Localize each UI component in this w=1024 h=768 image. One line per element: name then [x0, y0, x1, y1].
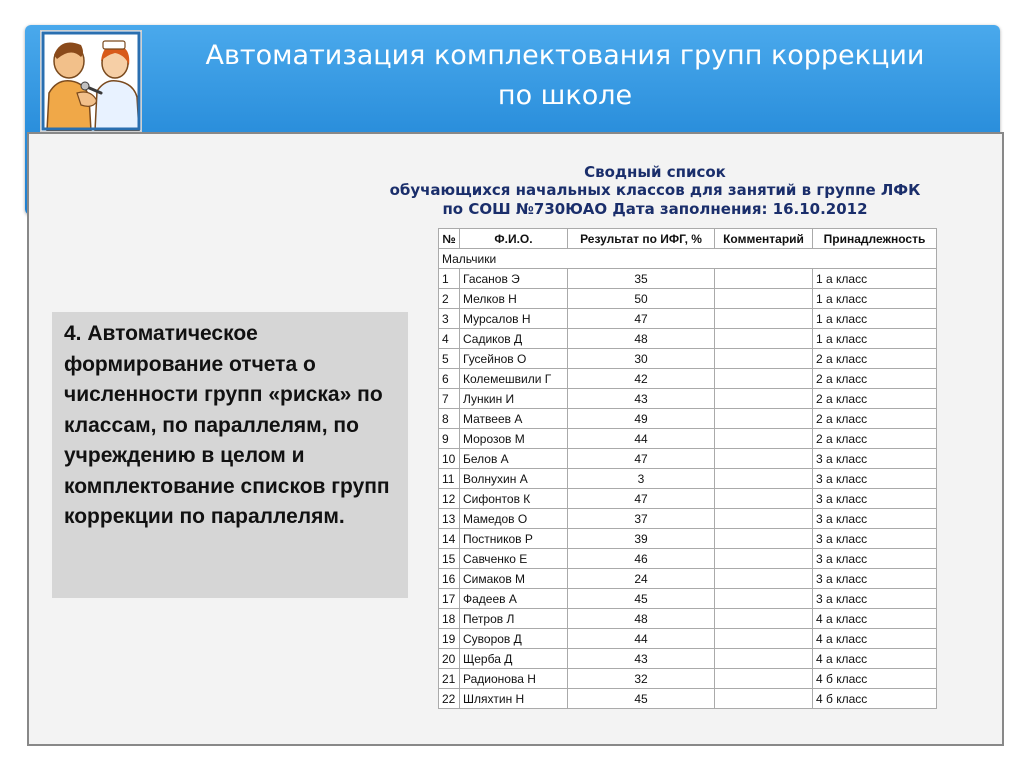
cell-comment	[715, 609, 813, 629]
cell-comment	[715, 429, 813, 449]
cell-number: 19	[439, 629, 460, 649]
cell-comment	[715, 629, 813, 649]
report-heading-line-1: Сводный список	[584, 163, 726, 181]
cell-number: 4	[439, 329, 460, 349]
table-row	[439, 469, 937, 489]
cell-comment	[715, 489, 813, 509]
cell-result: 50	[568, 289, 715, 309]
table-row	[439, 549, 937, 569]
cell-class: 1 а класс	[813, 329, 937, 349]
cell-name: Постников Р	[460, 529, 568, 549]
cell-class: 3 а класс	[813, 509, 937, 529]
cell-comment	[715, 269, 813, 289]
cell-number: 9	[439, 429, 460, 449]
cell-comment	[715, 529, 813, 549]
col-header-name: Ф.И.О.	[460, 229, 568, 249]
cell-number: 20	[439, 649, 460, 669]
cell-class: 3 а класс	[813, 589, 937, 609]
cell-class: 4 а класс	[813, 609, 937, 629]
title-line-2: по школе	[497, 80, 633, 111]
table-row	[439, 569, 937, 589]
cell-result: 24	[568, 569, 715, 589]
table-row	[439, 689, 937, 709]
cell-name: Садиков Д	[460, 329, 568, 349]
cell-comment	[715, 569, 813, 589]
cell-name: Суворов Д	[460, 629, 568, 649]
table-row	[439, 389, 937, 409]
cell-result: 35	[568, 269, 715, 289]
cell-class: 4 б класс	[813, 689, 937, 709]
cell-class: 1 а класс	[813, 269, 937, 289]
cell-result: 43	[568, 389, 715, 409]
cell-name: Мурсалов Н	[460, 309, 568, 329]
table-row	[439, 649, 937, 669]
cell-class: 2 а класс	[813, 369, 937, 389]
table-row	[439, 489, 937, 509]
cell-result: 46	[568, 549, 715, 569]
table-row	[439, 429, 937, 449]
report-heading-line-3: по СОШ №730ЮАО Дата заполнения: 16.10.2012	[442, 200, 868, 218]
table-row	[439, 529, 937, 549]
col-header-comment: Комментарий	[715, 229, 813, 249]
cell-result: 44	[568, 629, 715, 649]
table-row	[439, 329, 937, 349]
cell-number: 11	[439, 469, 460, 489]
table-row	[439, 629, 937, 649]
cell-comment	[715, 549, 813, 569]
table-row	[439, 509, 937, 529]
cell-class: 1 а класс	[813, 289, 937, 309]
cell-class: 2 а класс	[813, 429, 937, 449]
cell-number: 2	[439, 289, 460, 309]
cell-class: 3 а класс	[813, 449, 937, 469]
cell-name: Мамедов О	[460, 509, 568, 529]
cell-comment	[715, 349, 813, 369]
cell-result: 47	[568, 489, 715, 509]
cell-name: Сифонтов К	[460, 489, 568, 509]
cell-name: Мелков Н	[460, 289, 568, 309]
table-row	[439, 369, 937, 389]
cell-comment	[715, 329, 813, 349]
cell-class: 4 а класс	[813, 649, 937, 669]
description-box	[52, 312, 408, 598]
table-header-row	[439, 229, 937, 249]
cell-name: Петров Л	[460, 609, 568, 629]
cell-class: 3 а класс	[813, 529, 937, 549]
cell-class: 2 а класс	[813, 409, 937, 429]
cell-name: Гасанов Э	[460, 269, 568, 289]
cell-class: 3 а класс	[813, 489, 937, 509]
doctor-patient-icon	[40, 30, 142, 132]
cell-name: Волнухин А	[460, 469, 568, 489]
cell-result: 39	[568, 529, 715, 549]
table-row	[439, 289, 937, 309]
table-row	[439, 269, 937, 289]
cell-class: 4 б класс	[813, 669, 937, 689]
cell-class: 4 а класс	[813, 629, 937, 649]
cell-name: Щерба Д	[460, 649, 568, 669]
col-header-class: Принадлежность	[813, 229, 937, 249]
cell-name: Колемешвили Г	[460, 369, 568, 389]
cell-class: 2 а класс	[813, 389, 937, 409]
cell-number: 14	[439, 529, 460, 549]
cell-name: Радионова Н	[460, 669, 568, 689]
cell-result: 44	[568, 429, 715, 449]
cell-number: 22	[439, 689, 460, 709]
table-row	[439, 349, 937, 369]
cell-comment	[715, 289, 813, 309]
cell-result: 42	[568, 369, 715, 389]
table-row	[439, 589, 937, 609]
cell-number: 5	[439, 349, 460, 369]
cell-class: 3 а класс	[813, 569, 937, 589]
cell-class: 2 а класс	[813, 349, 937, 369]
cell-class: 3 а класс	[813, 549, 937, 569]
cell-comment	[715, 509, 813, 529]
cell-name: Гусейнов О	[460, 349, 568, 369]
cell-result: 47	[568, 449, 715, 469]
cell-class: 3 а класс	[813, 469, 937, 489]
report-table	[438, 228, 937, 709]
cell-comment	[715, 409, 813, 429]
col-header-number: №	[439, 229, 460, 249]
cell-result: 45	[568, 589, 715, 609]
cell-result: 43	[568, 649, 715, 669]
cell-number: 17	[439, 589, 460, 609]
cell-number: 15	[439, 549, 460, 569]
table-row	[439, 449, 937, 469]
cell-comment	[715, 649, 813, 669]
cell-name: Шляхтин Н	[460, 689, 568, 709]
slide-title	[160, 36, 970, 116]
table-row	[439, 609, 937, 629]
report-heading-line-2: обучающихся начальных классов для занятий в группе ЛФК	[389, 181, 921, 199]
cell-comment	[715, 449, 813, 469]
cell-comment	[715, 469, 813, 489]
cell-name: Лункин И	[460, 389, 568, 409]
cell-number: 21	[439, 669, 460, 689]
section-label: Мальчики	[439, 249, 937, 269]
cell-comment	[715, 309, 813, 329]
description-text: 4. Автоматическое формирование отчета о численности групп «риска» по классам, по параллелям, по учреждению в целом и комплектование списков групп коррекции по параллелям.	[64, 322, 390, 528]
cell-comment	[715, 669, 813, 689]
title-line-1: Автоматизация комплектования групп коррекции	[205, 40, 925, 71]
cell-result: 48	[568, 609, 715, 629]
cell-comment	[715, 689, 813, 709]
cell-name: Матвеев А	[460, 409, 568, 429]
cell-class: 1 а класс	[813, 309, 937, 329]
cell-result: 49	[568, 409, 715, 429]
section-row	[439, 249, 937, 269]
cell-name: Морозов М	[460, 429, 568, 449]
cell-result: 37	[568, 509, 715, 529]
table-row	[439, 669, 937, 689]
cell-number: 7	[439, 389, 460, 409]
cell-number: 13	[439, 509, 460, 529]
cell-number: 16	[439, 569, 460, 589]
cell-comment	[715, 589, 813, 609]
cell-name: Симаков М	[460, 569, 568, 589]
cell-number: 12	[439, 489, 460, 509]
cell-number: 1	[439, 269, 460, 289]
cell-result: 45	[568, 689, 715, 709]
cell-comment	[715, 369, 813, 389]
cell-name: Фадеев А	[460, 589, 568, 609]
cell-number: 8	[439, 409, 460, 429]
cell-number: 10	[439, 449, 460, 469]
cell-number: 6	[439, 369, 460, 389]
cell-result: 47	[568, 309, 715, 329]
cell-result: 32	[568, 669, 715, 689]
cell-comment	[715, 389, 813, 409]
col-header-result: Результат по ИФГ, %	[568, 229, 715, 249]
cell-result: 30	[568, 349, 715, 369]
table-row	[439, 409, 937, 429]
cell-result: 3	[568, 469, 715, 489]
table-row	[439, 309, 937, 329]
cell-number: 18	[439, 609, 460, 629]
cell-name: Савченко Е	[460, 549, 568, 569]
cell-result: 48	[568, 329, 715, 349]
cell-number: 3	[439, 309, 460, 329]
cell-name: Белов А	[460, 449, 568, 469]
